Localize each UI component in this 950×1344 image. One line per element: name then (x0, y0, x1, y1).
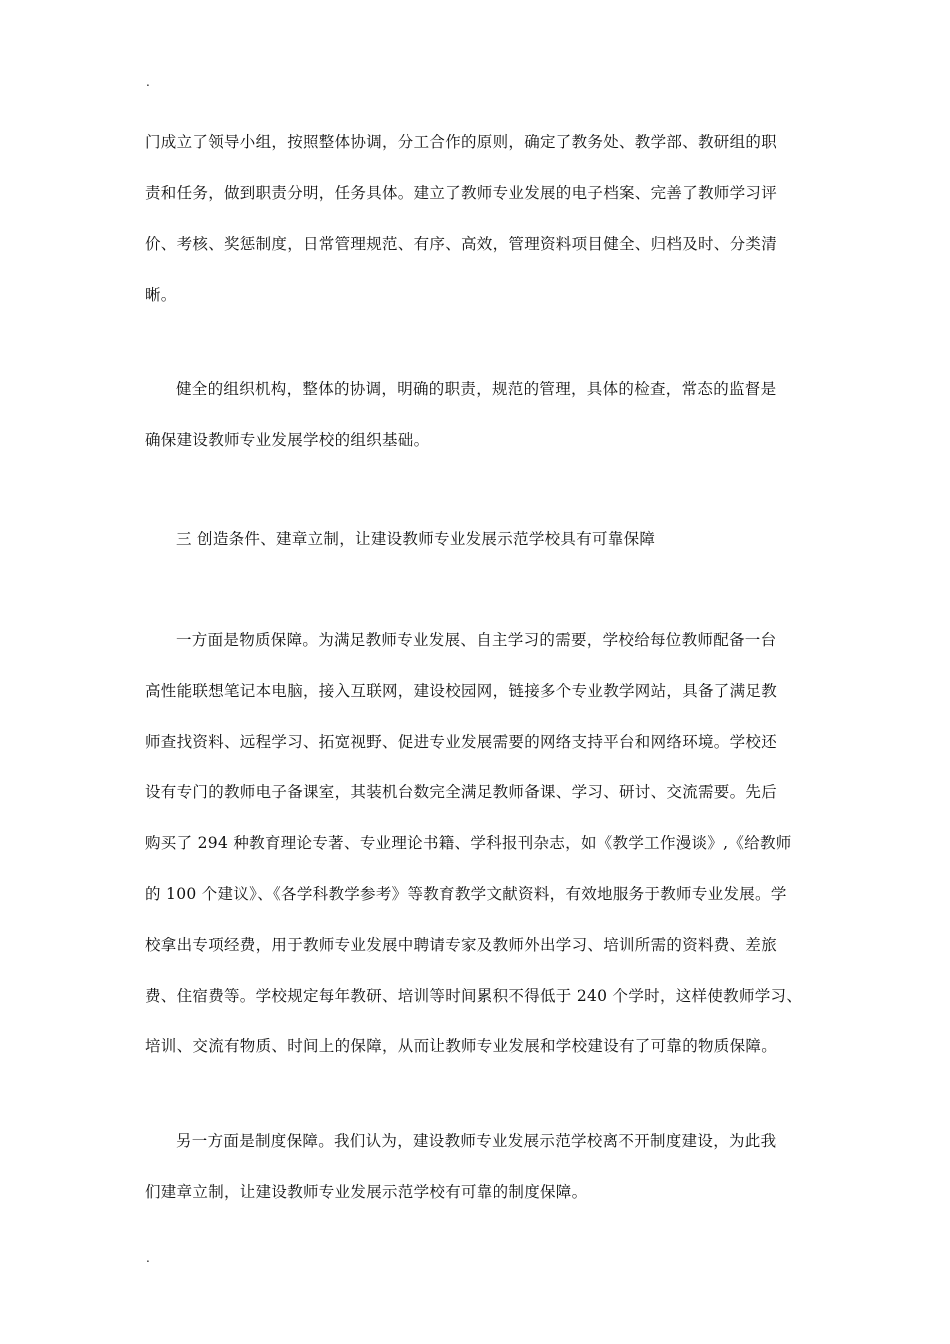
paragraph-line: 费、住宿费等。学校规定每年教研、培训等时间累积不得低于 240 个学时，这样使教师学习、 (145, 987, 803, 1005)
paragraph-line: 责和任务，做到职责分明，任务具体。建立了教师专业发展的电子档案、完善了教师学习评 (145, 184, 778, 202)
paragraph-line: 价、考核、奖惩制度，日常管理规范、有序、高效，管理资料项目健全、归档及时、分类清 (145, 235, 778, 253)
paragraph-line: 购买了 294 种教育理论专著、专业理论书籍、学科报刊杂志，如《教学工作漫谈》,《给教师 (145, 834, 792, 852)
paragraph-line: 一方面是物质保障。为满足教师专业发展、自主学习的需要，学校给每位教师配备一台 (176, 631, 777, 649)
paragraph-line: 师查找资料、远程学习、拓宽视野、促进专业发展需要的网络支持平台和网络环境。学校还 (145, 733, 778, 751)
paragraph-line: 的 100 个建议》、《各学科教学参考》等教育教学文献资料，有效地服务于教师专业发展。学 (145, 885, 787, 903)
section-heading: 三 创造条件、建章立制，让建设教师专业发展示范学校具有可靠保障 (176, 530, 656, 548)
paragraph-line: 设有专门的教师电子备课室，其装机台数完全满足教师备课、学习、研讨、交流需要。先后 (145, 783, 778, 801)
paragraph-line: 高性能联想笔记本电脑，接入互联网，建设校园网，链接多个专业教学网站，具备了满足教 (145, 682, 778, 700)
paragraph-line: 确保建设教师专业发展学校的组织基础。 (145, 431, 430, 449)
paragraph-line: 校拿出专项经费，用于教师专业发展中聘请专家及教师外出学习、培训所需的资料费、差旅 (145, 936, 778, 954)
paragraph-line: 健全的组织机构，整体的协调，明确的职责，规范的管理，具体的检查，常态的监督是 (176, 380, 777, 398)
paragraph-line: 另一方面是制度保障。我们认为，建设教师专业发展示范学校离不开制度建设，为此我 (176, 1132, 777, 1150)
paragraph-line: 门成立了领导小组，按照整体协调，分工合作的原则，确定了教务处、教学部、教研组的职 (145, 133, 778, 151)
header-mark: . (146, 75, 150, 89)
paragraph-line: 培训、交流有物质、时间上的保障，从而让教师专业发展和学校建设有了可靠的物质保障。 (145, 1037, 778, 1055)
paragraph-line: 们建章立制，让建设教师专业发展示范学校有可靠的制度保障。 (145, 1183, 588, 1201)
paragraph-line: 晰。 (145, 286, 177, 304)
footer-mark: . (146, 1251, 150, 1265)
